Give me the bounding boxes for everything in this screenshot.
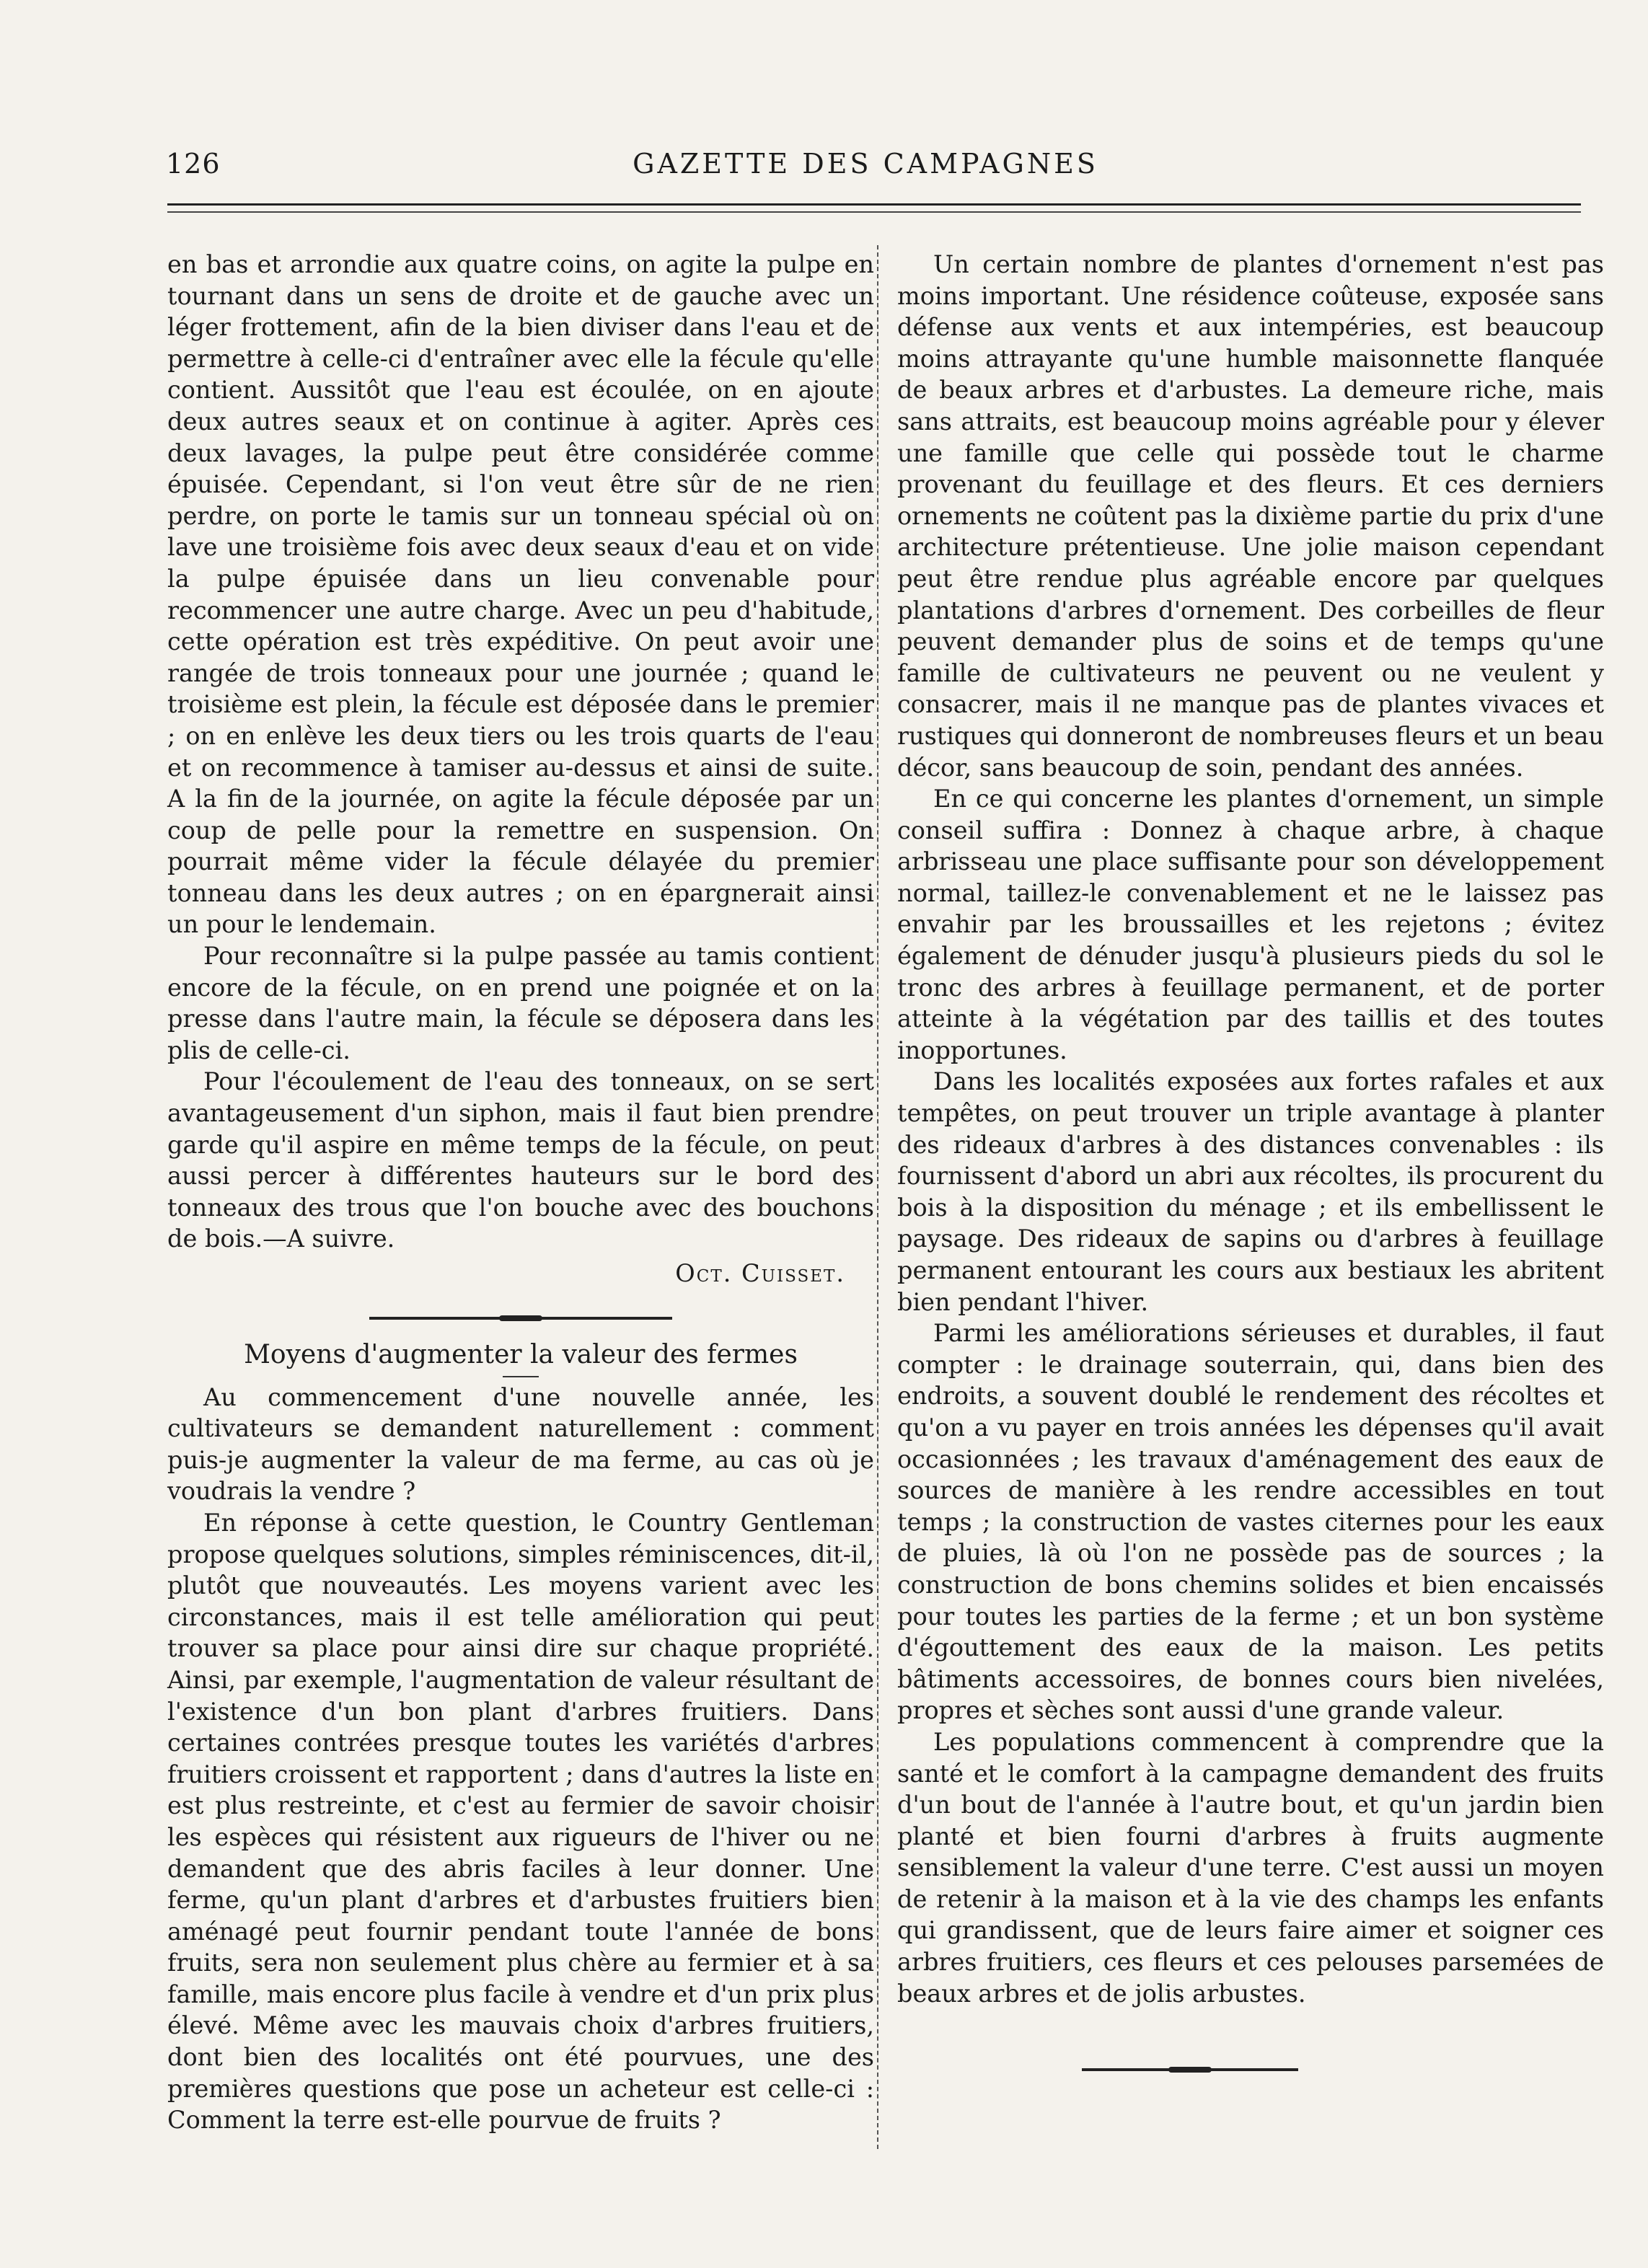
right-paragraph-4: Parmi les améliorations sérieuses et durables, il faut compter : le drainage souterrain, qui, dans bien des endroits, a souvent doublé le rendement des récoltes et qu'on a vu payer en trois années les dépenses qu'il avait occasionnées ; les travaux d'aménagement des eaux de sources de manière à les rendre accessibles en tout temps ; la construction de vastes citernes pour les eaux de pluies, là où l'on ne possède pas de sources ; la construction de bons chemins solides et bien encaissés pour toutes les parties de la ferme ; et un bon système d'égouttement des eaux de la maison. Les petits bâtiments accessoires, de bonnes cours bien nivelées, propres et sèches sont aussi d'une grande valeur. [897, 1319, 1604, 1725]
header-rule [167, 203, 1581, 213]
right-paragraph-1: Un certain nombre de plantes d'ornement n'est pas moins important. Une résidence coûteuse, exposée sans défense aux vents et aux intempéries, est beaucoup moins attrayante qu'une humble maisonnette flanquée de beaux arbres et d'arbustes. La demeure riche, mais sans attraits, est beaucoup moins agréable pour y élever une famille que celle qui possède tout le charme provenant du feuillage et des fleurs. Et ces derniers ornements ne coûtent pas la dixième partie du prix d'une architecture prétentieuse. Une jolie maison cependant peut être rendue plus agréable encore par quelques plantations d'arbres d'ornement. Des corbeilles de fleur peuvent demander plus de soins et de temps qu'une famille de cultivateurs ne peuvent ou ne veulent y consacrer, mais il ne manque pas de plantes vivaces et rustiques qui donneront de nombreuses fleurs et un beau décor, sans beaucoup de soin, pendant des années. [897, 250, 1604, 782]
left-paragraph-4: Au commencement d'une nouvelle année, les cultivateurs se demandent naturellement : comment puis-je augmenter la valeur de ma ferme, au cas où je voudrais la vendre ? [167, 1382, 874, 1506]
section-heading: Moyens d'augmenter la valeur des fermes [244, 1339, 798, 1369]
left-column [167, 249, 874, 2136]
running-title: GAZETTE DES CAMPAGNES [633, 148, 1098, 180]
left-paragraph-2: Pour reconnaître si la pulpe passée au tamis contient encore de la fécule, on en prend une poignée et on la presse dans l'autre main, la fécule se déposera dans les plis de celle-ci. [167, 942, 874, 1064]
left-paragraph-1: en bas et arrondie aux quatre coins, on agite la pulpe en tournant dans un sens de droite et de gauche avec un léger frottement, afin de la bien diviser dans l'eau et de permettre à celle-ci d'entraîner avec elle la fécule qu'elle contient. Aussitôt que l'eau est écoulée, on en ajoute deux autres seaux et on continue à agiter. Après ces deux lavages, la pulpe peut être considérée comme épuisée. Cependant, si l'on veut être sûr de ne rien perdre, on porte le tamis sur un tonneau spécial où on lave une troisième fois avec deux seaux d'eau et on vide la pulpe épuisée dans un lieu convenable pour recommencer une autre charge. Avec un peu d'habitude, cette opération est très expéditive. On peut avoir une rangée de trois tonneaux pour une journée ; quand le troisième est plein, la fécule est déposée dans le premier ; on en enlève les deux tiers ou les trois quarts de l'eau et on recommence à tamiser au-dessus et ainsi de suite. A la fin de la journée, on agite la fécule déposée par un coup de pelle pour la remettre en suspension. On pourrait même vider la fécule délayée du premier tonneau dans les deux autres ; on en épargnerait ainsi un pour le lendemain. [167, 250, 874, 939]
right-paragraph-2: En ce qui concerne les plantes d'ornement, un simple conseil suffira : Donnez à chaque arbre, à chaque arbrisseau une place suffisante pour son développement normal, taillez-le convenablement et ne le laissez pas envahir par les broussailles et les rejetons ; évitez également de dénuder jusqu'à plusieurs pieds du sol le tronc des arbres à feuillage permanent, et de porter atteinte à la végétation par des taillis et des toutes inopportunes. [897, 785, 1604, 1064]
author-signature: Oct. Cuisset. [675, 1259, 845, 1287]
page-header [144, 141, 1587, 191]
right-column [897, 249, 1604, 2009]
column-divider [877, 245, 878, 2149]
left-paragraph-5: En réponse à cette question, le Country Gentleman propose quelques solutions, simples réminiscences, dit-il, plutôt que nouveautés. Les moyens varient avec les circonstances, mais il est telle amélioration qui peut trouver sa place pour ainsi dire sur chaque propriété. Ainsi, par exemple, l'augmentation de valeur résultant de l'existence d'un bon plant d'arbres fruitiers. Dans certaines contrées presque toutes les variétés d'arbres fruitiers croissent et rapportent ; dans d'autres la liste en est plus restreinte, et c'est au fermier de savoir choisir les espèces qui résistent aux rigueurs de l'hiver ou ne demandent que des abris faciles à leur donner. Une ferme, qu'un plant d'arbres et d'arbustes fruitiers bien aménagé peut fournir pendant toute l'année de bons fruits, sera non seulement plus chère au fermier et à sa famille, mais encore plus facile à vendre et d'un prix plus élevé. Même avec les mauvais choix d'arbres fruitiers, dont bien des localités ont été pourvues, une des premières questions que pose un acheteur est celle-ci : Comment la terre est-elle pourvue de fruits ? [167, 1508, 874, 2135]
end-of-article-rule [1082, 2068, 1298, 2071]
page-number: 126 [166, 148, 221, 180]
right-paragraph-3: Dans les localités exposées aux fortes rafales et aux tempêtes, on peut trouver un triple avantage à planter des rideaux d'arbres à des distances convenables : ils fournissent d'abord un abri aux récoltes, ils procurent du bois à la disposition du ménage ; et ils embellissent le paysage. Des rideaux de sapins ou d'arbres à feuillage permanent entourant les cours aux bestiaux les abritent bien pendant l'hiver. [897, 1067, 1604, 1316]
heading-dash [503, 1376, 539, 1377]
section-separator [369, 1317, 672, 1320]
left-paragraph-3: Pour l'écoulement de l'eau des tonneaux, on se sert avantageusement d'un siphon, mais il faut bien prendre garde qu'il aspire en même temps de la fécule, on peut aussi percer à différentes hauteurs sur le bord des tonneaux des trous que l'on bouche avec des bouchons de bois.—A suivre. [167, 1067, 874, 1253]
right-paragraph-5: Les populations commencent à comprendre que la santé et le comfort à la campagne demandent des fruits d'un bout de l'année à l'autre bout, et qu'un jardin bien planté et bien fourni d'arbres à fruits augmente sensiblement la valeur d'une terre. C'est aussi un moyen de retenir à la maison et à la vie des champs les enfants qui grandissent, que de leurs faire aimer et soigner ces arbres fruitiers, ces fleurs et ces pelouses parsemées de beaux arbres et de jolis arbustes. [897, 1727, 1604, 2008]
